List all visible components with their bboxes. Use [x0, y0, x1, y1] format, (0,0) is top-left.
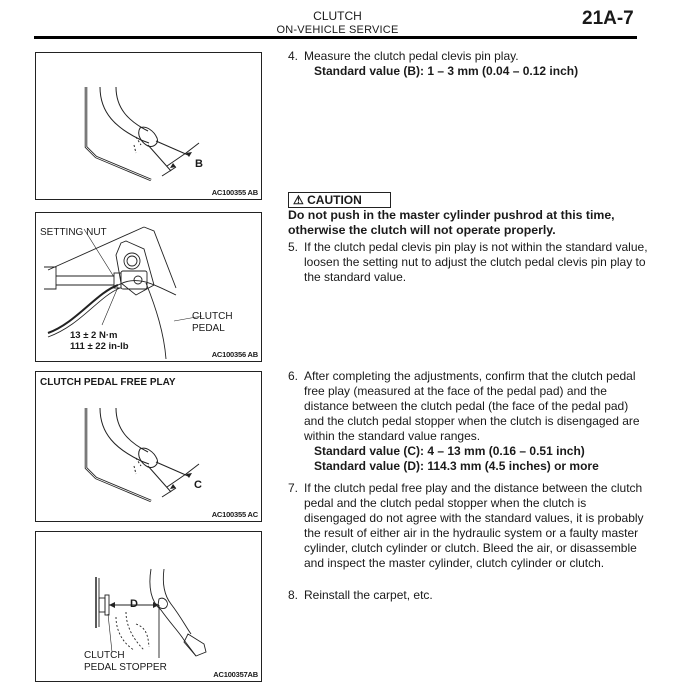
clutch-pedal-label-line1: CLUTCH: [192, 311, 233, 322]
caution-text: Do not push in the master cylinder pushrod at this time, otherwise the clutch will not operate properly.: [288, 208, 615, 237]
figure-code: AC100357AB: [213, 670, 258, 679]
figure-code: AC100355 AB: [211, 188, 258, 197]
caution-label: CAUTION: [307, 193, 362, 207]
standard-value-c: Standard value (C): 4 – 13 mm (0.16 – 0.51 inch): [314, 444, 585, 458]
step-text: If the clutch pedal clevis pin play is not within the standard value, loosen the setting nut to adjust the clutch pedal clevis pin play to the standard value.: [304, 240, 648, 284]
step-number: 5.: [288, 240, 299, 254]
dimension-label-b: B: [195, 158, 203, 170]
section-title: CLUTCH: [313, 9, 362, 23]
pedal-drawing-b: [36, 53, 261, 199]
stopper-label-line1: CLUTCH: [84, 650, 125, 661]
caution-block: [288, 192, 648, 238]
setting-nut-label: SETTING NUT: [40, 227, 107, 238]
torque-metric-label: 13 ± 2 N·m: [70, 330, 118, 341]
stopper-label-line2: PEDAL STOPPER: [84, 662, 167, 673]
page-number: 21A-7: [582, 8, 634, 29]
figure-setting-nut: [35, 212, 262, 362]
step-number: 6.: [288, 369, 299, 383]
figure-clevis-pin-play: [35, 52, 262, 200]
step-text: Measure the clutch pedal clevis pin play.: [304, 49, 519, 63]
figure-code: AC100355 AC: [211, 510, 258, 519]
standard-value-d: Standard value (D): 114.3 mm (4.5 inches) or more: [314, 459, 599, 473]
step-4: [288, 49, 648, 79]
pedal-stopper-drawing: [36, 532, 261, 681]
figure-pedal-stopper-distance: [35, 531, 262, 682]
step-5: [288, 240, 648, 285]
torque-imperial-label: 111 ± 22 in-lb: [70, 341, 129, 352]
step-number: 7.: [288, 481, 299, 495]
figure-title: CLUTCH PEDAL FREE PLAY: [40, 377, 176, 388]
step-7: [288, 481, 648, 571]
step-text: Reinstall the carpet, etc.: [304, 588, 433, 602]
caution-badge: [288, 192, 391, 208]
step-number: 8.: [288, 588, 299, 602]
step-text: If the clutch pedal free play and the distance between the clutch pedal and the clutch pedal stopper when the clutch is disengaged do not agree with the standard values, it is probably the result of either air in the hydraulic system or a faulty master cylinder, clutch cylinder or clutch. Bleed the air, or disassemble and inspect the master cylinder, clutch cylinder or clutch.: [304, 481, 644, 570]
header-rule: [34, 36, 637, 39]
step-6: [288, 369, 648, 474]
figure-code: AC100356 AB: [211, 350, 258, 359]
step-text: After completing the adjustments, confirm that the clutch pedal free play (measured at the face of the pedal pad) and the distance between the clutch pedal (the face of the pedal pad) and the clutch pedal stopper when the clutch is disengaged are within the standard value ranges.: [304, 369, 640, 443]
figure-clutch-pedal-free-play: [35, 371, 262, 522]
step-8: [288, 588, 648, 603]
standard-value-b: Standard value (B): 1 – 3 mm (0.04 – 0.12 inch): [314, 64, 579, 78]
dimension-label-d: D: [130, 598, 138, 610]
dimension-label-c: C: [194, 479, 202, 491]
pedal-drawing-c: [36, 372, 261, 521]
subsection-title: ON-VEHICLE SERVICE: [276, 24, 399, 36]
warning-triangle-icon: ⚠: [293, 193, 304, 207]
clutch-pedal-label-line2: PEDAL: [192, 323, 225, 334]
step-number: 4.: [288, 49, 299, 63]
